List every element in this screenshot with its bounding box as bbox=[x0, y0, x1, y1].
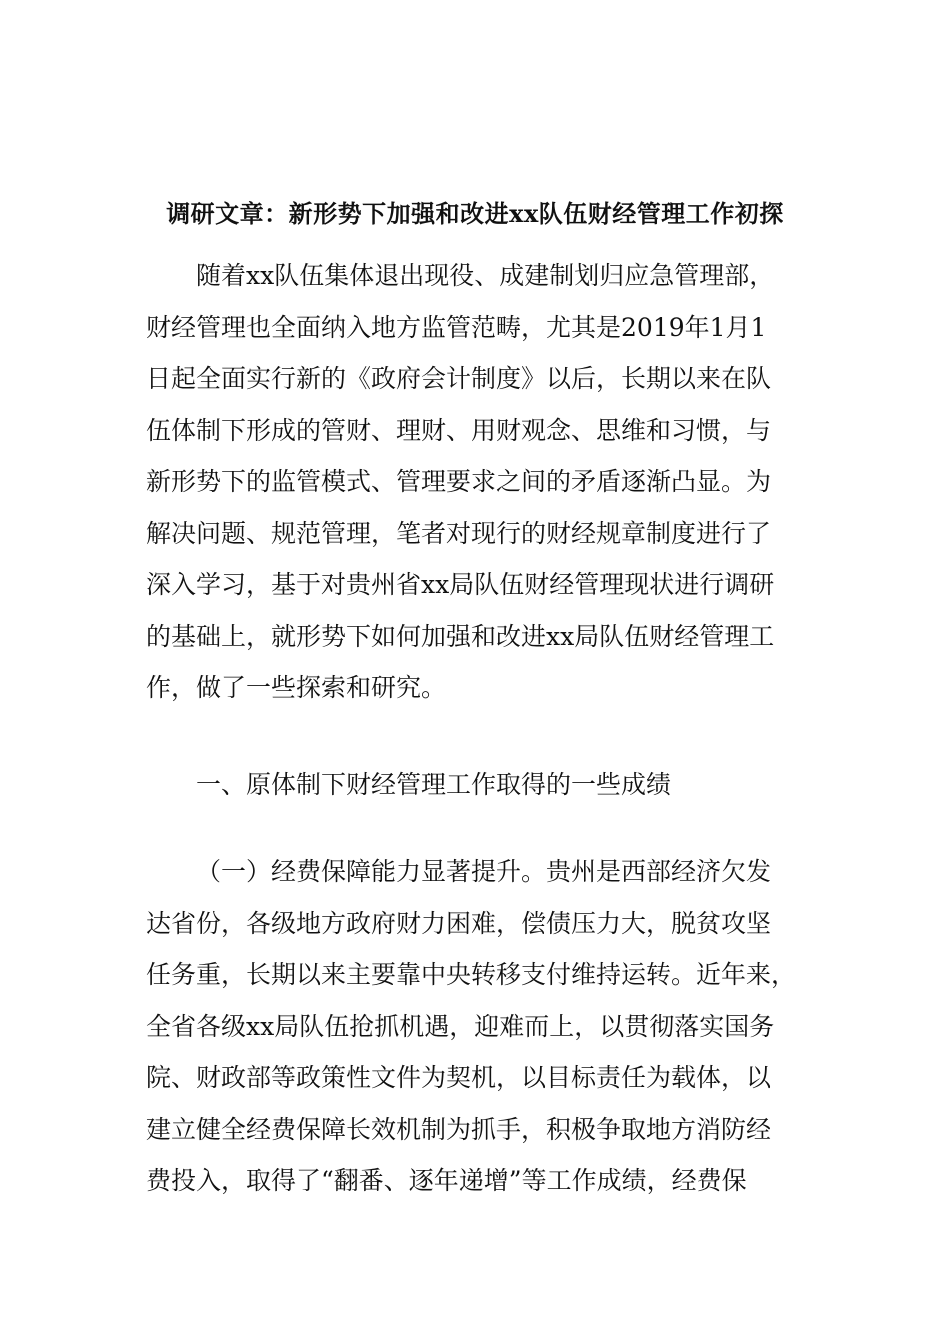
text-line: 任务重，长期以来主要靠中央转移支付维持运转。近年来， bbox=[146, 960, 797, 989]
intro-paragraph bbox=[146, 250, 806, 714]
text-line: 伍体制下形成的管财、理财、用财观念、思维和习惯，与 bbox=[146, 415, 772, 445]
text-line: 解决问题、规范管理，笔者对现行的财经规章制度进行了 bbox=[146, 518, 772, 548]
text-line: 建立健全经费保障长效机制为抓手，积极争取地方消防经 bbox=[146, 1114, 772, 1144]
text-line: 随着xx队伍集体退出现役、成建制划归应急管理部， bbox=[196, 261, 775, 290]
section-heading-text: 一、原体制下财经管理工作取得的一些成绩 bbox=[196, 770, 672, 799]
text-line: 深入学习，基于对贵州省xx局队伍财经管理现状进行调研 bbox=[146, 570, 775, 599]
text-line: 全省各级xx局队伍抢抓机遇，迎难而上，以贯彻落实国务 bbox=[146, 1011, 775, 1041]
text-line: 费投入，取得了“翻番、逐年递增”等工作成绩，经费保 bbox=[146, 1166, 747, 1195]
section-paragraph bbox=[146, 846, 806, 1207]
document-title: 调研文章：新形势下加强和改进xx队伍财经管理工作初探 bbox=[166, 199, 784, 228]
text-line: 作，做了一些探索和研究。 bbox=[146, 673, 447, 702]
text-line: 的基础上，就形势下如何加强和改进xx局队伍财经管理工 bbox=[146, 621, 775, 651]
text-line: 达省份，各级地方政府财力困难，偿债压力大，脱贫攻坚 bbox=[146, 908, 772, 938]
text-line: 新形势下的监管模式、管理要求之间的矛盾逐渐凸显。为 bbox=[146, 467, 772, 496]
text-line: 财经管理也全面纳入地方监管范畴，尤其是2019年1月1 bbox=[146, 312, 767, 342]
section-heading bbox=[146, 759, 806, 811]
text-line: 院、财政部等政策性文件为契机，以目标责任为载体，以 bbox=[146, 1063, 772, 1092]
text-line: 日起全面实行新的《政府会计制度》以后，长期以来在队 bbox=[146, 364, 772, 393]
text-line: （一）经费保障能力显著提升。贵州是西部经济欠发 bbox=[196, 857, 772, 886]
